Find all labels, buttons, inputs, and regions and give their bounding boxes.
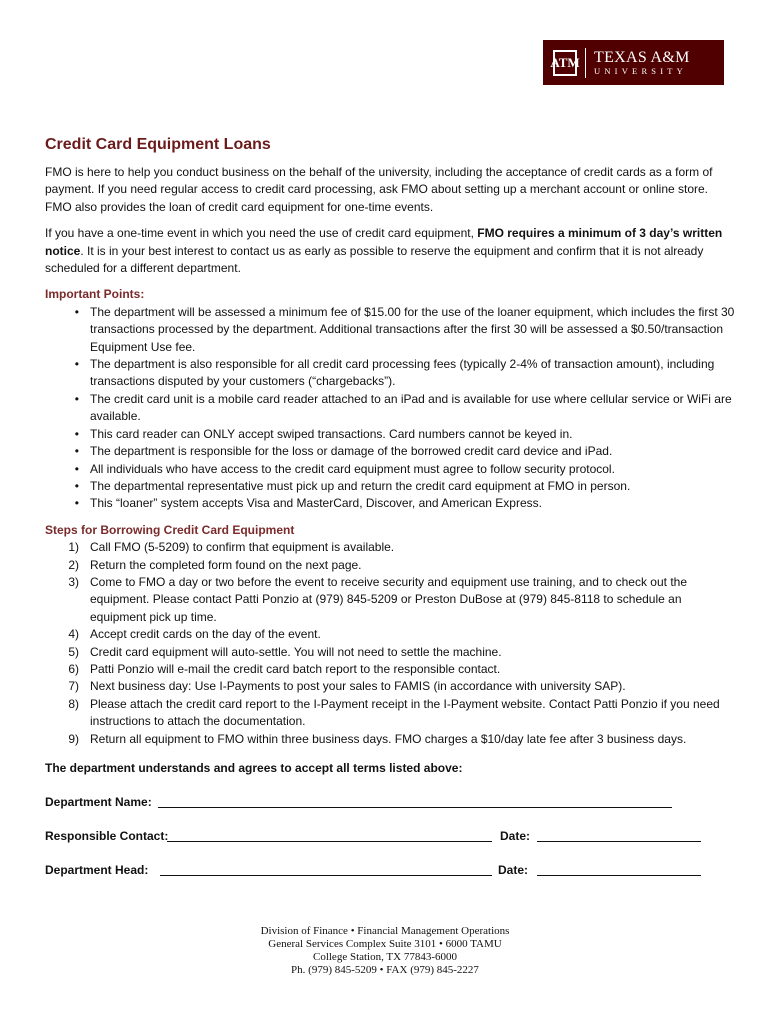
bullet-icon: • xyxy=(74,461,79,476)
department-head-row xyxy=(45,862,735,879)
department-head-field[interactable] xyxy=(160,862,492,876)
list-item: 9) Return all equipment to FMO within three business days. FMO charges a $10/day late fee after 3 business days. xyxy=(68,731,687,746)
notice-text-after: . It is in your best interest to contact us as early as possible to reserve the equipment and confirm that it is not already scheduled for a different department. xyxy=(45,243,704,276)
contact-date-label: Date: xyxy=(500,829,531,844)
intro-paragraph: FMO is here to help you conduct business on the behalf of the university, including the acceptance of credit cards as a form of payment. If you need regular access to credit card processing, ask FMO about setting up a merchant account or online store. FMO also provides the loan of credit card equipment for one-time events. xyxy=(45,165,713,214)
important-points-list xyxy=(45,304,735,513)
important-points-heading: Important Points: xyxy=(45,287,145,302)
logo-line1: TEXAS A&M xyxy=(594,48,690,66)
department-name-field[interactable] xyxy=(158,794,672,808)
list-item: 3) Come to FMO a day or two before the event to receive security and equipment use training, and to check out the equipment. Please contact Patti Ponzio at (979) 845-5209 or Preston DuBose at (979) 845-8118 to schedule an equipment pick up time. xyxy=(68,574,687,624)
list-item: 8) Please attach the credit card report to the I-Payment receipt in the I-Payment website. Contact Patti Ponzio if you need instructions to attach the documentation. xyxy=(68,696,720,729)
footer-line: Division of Finance • Financial Management Operations xyxy=(260,925,510,937)
footer-address xyxy=(0,925,770,977)
bullet-icon: • xyxy=(74,391,79,406)
bullet-icon: • xyxy=(74,357,79,372)
list-item: • The department will be assessed a minimum fee of $15.00 for the use of the loaner equipment, which includes the first 30 transactions processed by the department. Additional transactions after the first 30 will be assessed a $0.50/transaction Equipment Use fee. xyxy=(45,304,735,356)
list-item: • This card reader can ONLY accept swiped transactions. Card numbers cannot be keyed in. xyxy=(45,426,735,443)
agreement-statement: The department understands and agrees to accept all terms listed above: xyxy=(45,761,463,775)
list-item: 4) Accept credit cards on the day of the event. xyxy=(68,627,321,642)
bullet-icon: • xyxy=(74,496,79,511)
list-item: • The department is also responsible for all credit card processing fees (typically 2-4% of transaction amount), including transactions disputed by your customers (“chargebacks”). xyxy=(45,356,735,391)
department-name-row xyxy=(45,794,735,811)
list-item: 7) Next business day: Use I-Payments to post your sales to FAMIS (in accordance with university SAP). xyxy=(68,679,626,694)
footer-line: College Station, TX 77843-6000 xyxy=(312,951,457,963)
texas-am-logo xyxy=(543,40,724,85)
list-item: • This “loaner” system accepts Visa and MasterCard, Discover, and American Express. xyxy=(45,495,735,512)
logo-line2: UNIVERSITY xyxy=(594,65,687,76)
list-item: • The departmental representative must pick up and return the credit card equipment at FMO in person. xyxy=(45,478,735,495)
notice-text-bold: FMO requires a minimum of 3 day’s written notice xyxy=(45,226,723,258)
page-title: Credit Card Equipment Loans xyxy=(45,136,271,153)
footer-line: General Services Complex Suite 3101 • 6000 TAMU xyxy=(268,938,502,950)
list-item: • All individuals who have access to the credit card equipment must agree to follow security protocol. xyxy=(45,461,735,478)
list-item: • The credit card unit is a mobile card reader attached to an iPad and is available for use where cellular service or WiFi are available. xyxy=(45,391,735,426)
bullet-icon: • xyxy=(74,444,79,459)
logo-wordmark xyxy=(594,49,690,77)
footer-line: Ph. (979) 845-5209 • FAX (979) 845-2227 xyxy=(291,964,479,976)
head-date-label: Date: xyxy=(498,863,529,878)
bullet-icon: • xyxy=(74,478,79,493)
department-name-label: Department Name: xyxy=(45,795,152,810)
document-body xyxy=(45,134,735,879)
notice-text-before: If you have a one-time event in which you need the use of credit card equipment, xyxy=(45,226,478,241)
list-item: • The department is responsible for the loss or damage of the borrowed credit card device and iPad. xyxy=(45,443,735,460)
department-head-label: Department Head: xyxy=(45,863,149,878)
bullet-icon: • xyxy=(74,304,79,319)
steps-list xyxy=(45,539,735,748)
notice-paragraph xyxy=(45,225,735,277)
list-item: 1) Call FMO (5-5209) to confirm that equipment is available. xyxy=(68,540,395,555)
steps-heading: Steps for Borrowing Credit Card Equipment xyxy=(45,522,295,537)
responsible-contact-row xyxy=(45,828,735,845)
list-item: 2) Return the completed form found on the next page. xyxy=(68,557,362,572)
contact-date-field[interactable] xyxy=(537,828,701,842)
list-item: 6) Patti Ponzio will e-mail the credit card batch report to the responsible contact. xyxy=(68,661,501,676)
responsible-contact-field[interactable] xyxy=(167,828,492,842)
responsible-contact-label: Responsible Contact: xyxy=(45,829,169,844)
logo-divider xyxy=(585,48,586,78)
atm-logo-mark: ATM xyxy=(553,50,577,76)
bullet-icon: • xyxy=(74,426,79,441)
list-item: 5) Credit card equipment will auto-settle. You will not need to settle the machine. xyxy=(68,644,502,659)
head-date-field[interactable] xyxy=(537,862,701,876)
